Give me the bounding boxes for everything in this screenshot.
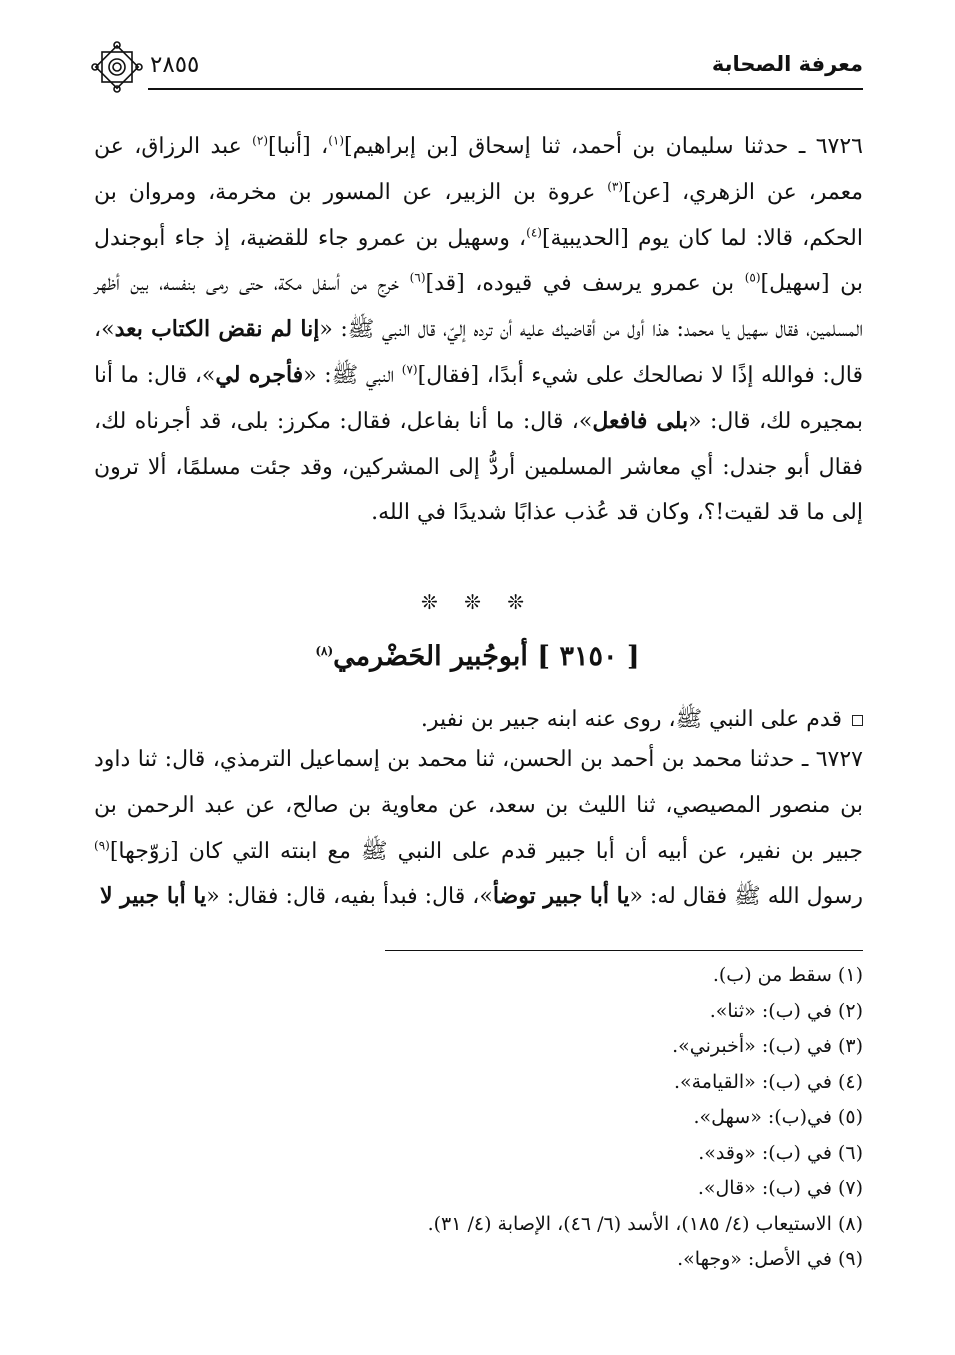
- footnote-ref: (١): [328, 133, 345, 148]
- section-separator: ❊ ❊ ❊: [421, 590, 534, 614]
- footnote-rule: [385, 950, 863, 951]
- footnote: (٨) الاستيعاب (٤/ ١٨٥)، الأسد (٦/ ٤٦)، الإصابة (٤/ ٣١).: [427, 1212, 863, 1235]
- text-run: ، [أنبا]: [268, 134, 329, 159]
- footnote-ref: (٩): [94, 838, 110, 853]
- hadith-6727: [94, 737, 863, 920]
- prophetic-quote: فأجره لي: [215, 361, 304, 388]
- text-run: »، قال: فوالله إذًا لا نصالحك على شيء أبدًا، [فقال]: [94, 317, 864, 388]
- text-run: ٦٧٢٦ ـ حدثنا سليمان بن أحمد، ثنا إسحاق [بن إبراهيم]: [344, 134, 863, 159]
- text-run: عبد الرزاق، عن معمر، عن الزهري، [عن]: [94, 134, 864, 205]
- text-run: ، وسهيل بن عمرو جاء للقضية، إذ جاء أبوجندل بن [سهيل]: [94, 225, 863, 297]
- text-run: عروة بن الزبير، عن المسور بن مخرمة، ومروان بن الحكم، قالا: لما كان يوم [الحديبية]: [94, 179, 863, 251]
- prophetic-quote: بلى فافعل: [592, 407, 689, 434]
- bullet-square-icon: [852, 715, 863, 726]
- text-run: رسول الله ﷺ فقال له: «: [629, 884, 863, 910]
- footnotes-list: [94, 958, 863, 1278]
- footnote-ref: (٤): [526, 225, 542, 240]
- text-run: خرج من أسفل مكة، حتى رمى بنفسه، بين أظهر المسلمين، فقال سهيل يا محمد: هذا أول من أقاضيك عليه أن ترده إليّ، قال النبي ﷺ: «: [94, 271, 863, 343]
- footnote-ref: (٦): [409, 271, 426, 286]
- footnote-ref: (٨): [315, 644, 334, 658]
- footnote: (٤) في (ب): «القيامة».: [673, 1070, 863, 1093]
- footnote-ref: (٧): [401, 362, 418, 377]
- text-run: »، قال: ما أنا بفاعل، فقال: مكرز: بلى، قد أجرناه لك، فقال أبو جندل: أي معاشر المسلمين أردُّ إلى المشركين، وقد جئت مسلمًا، ألا ترون إلى ما قد لقيت!؟، وكان قد عُذب عذابًا شديدًا في الله.: [94, 408, 863, 526]
- page-header: [92, 40, 863, 96]
- text-run: »، قال: فبدأ بفيه، قال: فقال: «: [206, 884, 493, 910]
- page-number: ٢٨٥٥: [150, 52, 200, 78]
- footnote-ref: (٢): [252, 133, 268, 148]
- footnote: (٥) في(ب): «سهل».: [693, 1106, 863, 1128]
- text-run: »، قال: ما أنا بمجيره لك، قال: «: [94, 362, 863, 434]
- footnote-ref: (٥): [744, 271, 761, 286]
- hadith-6726: [94, 124, 863, 536]
- page-ornament-icon: [90, 40, 144, 94]
- text-run: ٦٧٢٧ ـ حدثنا محمد بن أحمد بن الحسن، ثنا محمد بن إسماعيل الترمذي، قال: ثنا داود بن منصور المصيصي، ثنا الليث بن سعد، عن معاوية بن صالح، عن عبد الرحمن بن جبير بن نفير، عن أبيه أن أبا جبير قدم على النبي ﷺ مع ابنته التي كان [زوّجها]: [94, 747, 863, 864]
- text-run: النبي ﷺ: «: [303, 362, 402, 388]
- running-title: معرفة الصحابة: [711, 52, 863, 76]
- prophetic-quote: يا أبا جبير لا: [99, 883, 207, 910]
- section-bio: [94, 705, 863, 737]
- footnote: (١) سقط من (ب).: [712, 964, 863, 986]
- prophetic-quote: يا أبا جبير توضأ: [492, 883, 630, 910]
- bio-text: قدم على النبي ﷺ، روى عنه ابنه جبير بن نفير.: [420, 707, 842, 732]
- footnote: (٢) في (ب): «ثنا».: [709, 999, 863, 1022]
- header-rule: [148, 88, 863, 90]
- footnote: (٧) في (ب): «قال».: [697, 1177, 863, 1199]
- footnote: (٣) في (ب): «أخبرني».: [672, 1035, 863, 1057]
- footnote: (٦) في (ب): «وقد».: [698, 1141, 863, 1164]
- section-heading: [0, 641, 955, 672]
- footnote: (٩) في الأصل: «وجها».: [677, 1248, 863, 1270]
- text-run: بن عمرو يرسف في قيوده، [قد]: [425, 271, 745, 297]
- prophetic-quote: إنا لم نقض الكتاب بعد: [114, 316, 320, 343]
- section-title: [ ٣١٥٠ ] أبوجُبير الحَضْرمي: [333, 641, 640, 672]
- footnote-ref: (٣): [607, 179, 624, 194]
